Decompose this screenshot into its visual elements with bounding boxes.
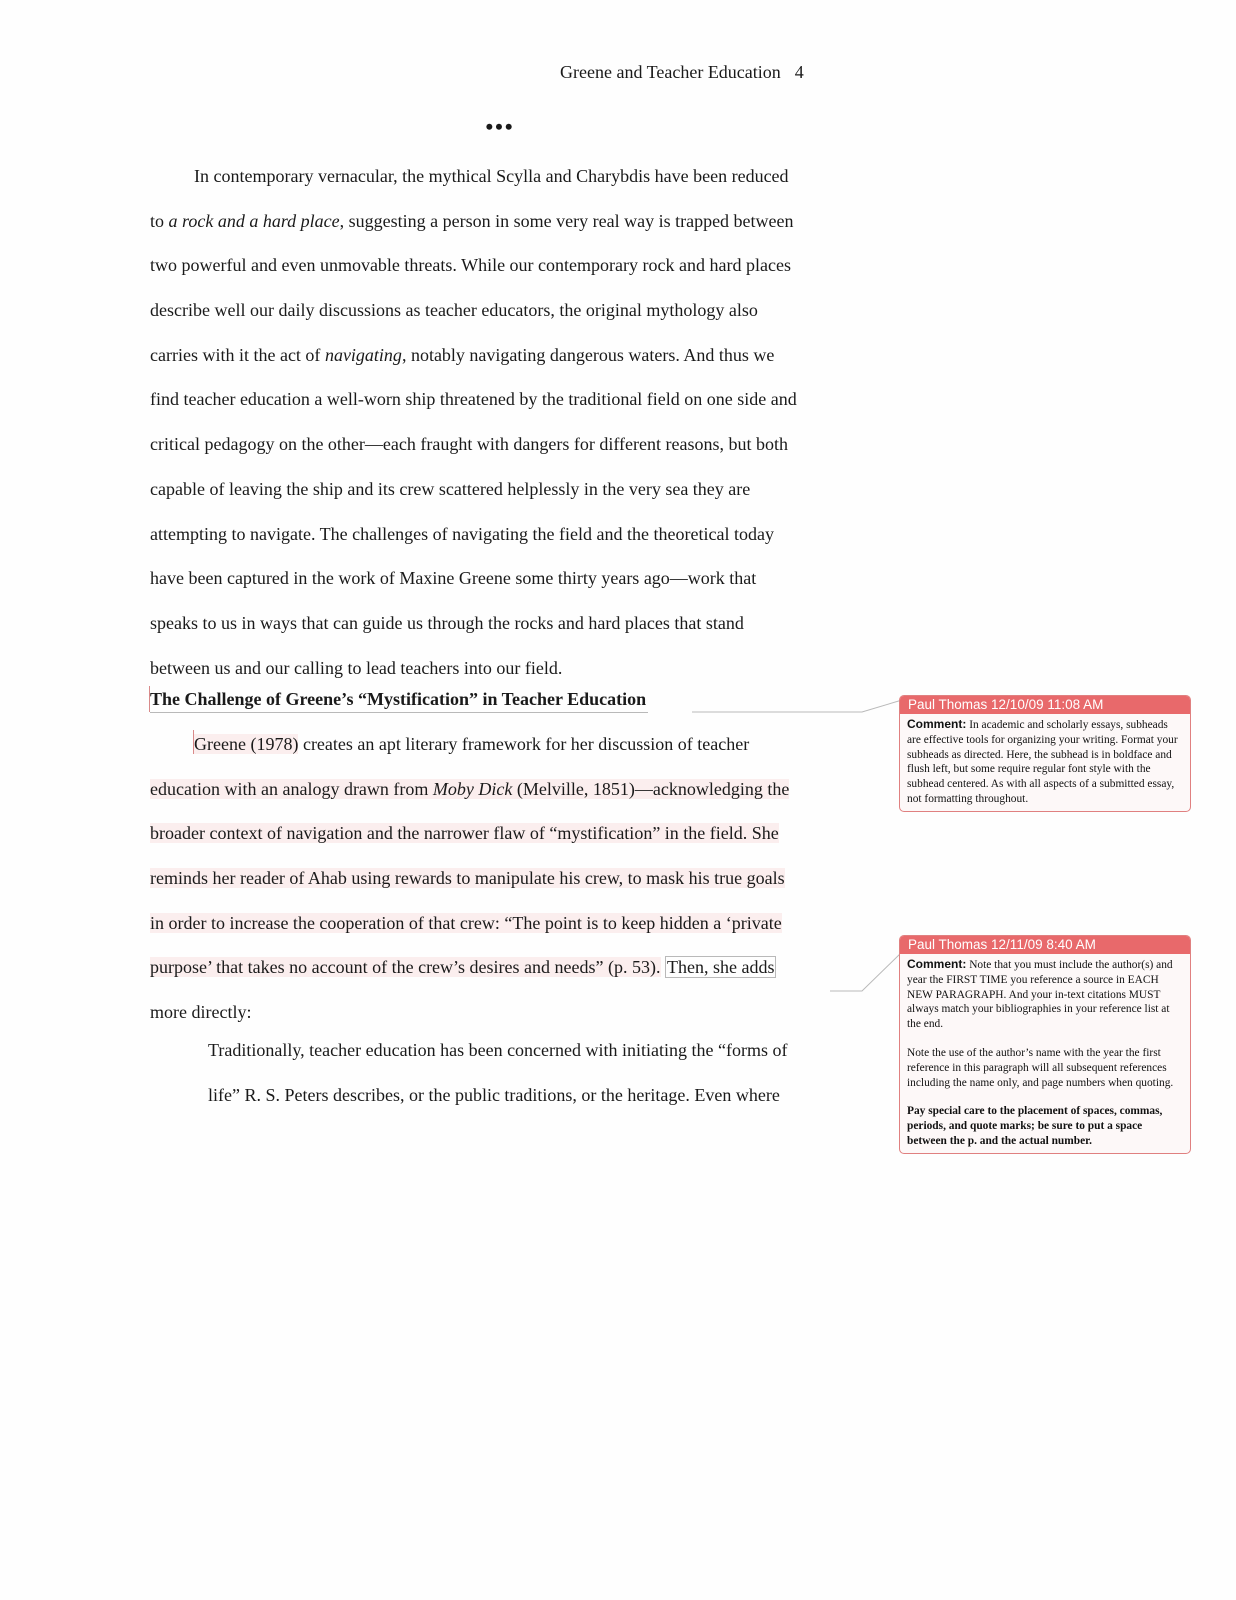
page-number: 4 bbox=[794, 62, 804, 82]
comment-balloon-subhead[interactable] bbox=[899, 695, 1191, 812]
running-head-title: Greene and Teacher Education bbox=[560, 62, 781, 82]
text-line: to a rock and a hard place, suggesting a person in some very real way is trapped between bbox=[150, 210, 794, 231]
text-line: in order to increase the cooperation of that crew: “The point is to keep hidden a ‘private bbox=[150, 912, 782, 933]
text-line: have been captured in the work of Maxine Greene some thirty years ago—work that bbox=[150, 568, 757, 589]
text-line: broader context of navigation and the narrower flaw of “mystification” in the field. She bbox=[150, 823, 779, 844]
italic-word: navigating bbox=[324, 344, 402, 365]
comment-balloon-citation[interactable] bbox=[899, 935, 1191, 1154]
text-line: Greene (1978) creates an apt literary framework for her discussion of teacher bbox=[194, 734, 750, 754]
text-line: carries with it the act of navigating, notably navigating dangerous waters. And thus we bbox=[150, 344, 775, 365]
comment-paragraph: Note the use of the author’s name with the year the first reference in this paragraph will all subsequent references including the name only, and page numbers when quoting. bbox=[907, 1046, 1174, 1089]
quote-line: life” R. S. Peters describes, or the public traditions, or the heritage. Even where bbox=[208, 1084, 780, 1105]
quote-line: Traditionally, teacher education has been concerned with initiating the “forms of bbox=[208, 1040, 788, 1060]
text-line: more directly: bbox=[150, 1002, 252, 1023]
paragraph-scylla bbox=[150, 154, 850, 690]
text-line: education with an analogy drawn from Moby Dick (Melville, 1851)—acknowledging the bbox=[150, 778, 790, 799]
commented-text-then[interactable]: Then, she adds bbox=[667, 957, 775, 978]
text-line: capable of leaving the ship and its crew scattered helplessly in the very sea they are bbox=[150, 478, 751, 499]
comment-author-date: Paul Thomas 12/11/09 8:40 AM bbox=[900, 936, 1190, 954]
italic-phrase: a rock and a hard place bbox=[168, 210, 340, 231]
citation-greene-1978[interactable]: Greene (1978) bbox=[194, 734, 299, 754]
block-quote bbox=[208, 1028, 848, 1117]
section-break-dots: ••• bbox=[485, 114, 515, 139]
comment-author-date: Paul Thomas 12/10/09 11:08 AM bbox=[900, 696, 1190, 714]
text-line: find teacher education a well-worn ship threatened by the traditional field on one side and bbox=[150, 389, 797, 410]
text-line: between us and our calling to lead teachers into our field. bbox=[150, 657, 563, 678]
section-subhead[interactable]: The Challenge of Greene’s “Mystification” in Teacher Education bbox=[150, 686, 648, 713]
running-head bbox=[560, 58, 860, 86]
text-line: attempting to navigate. The challenges of navigating the field and the theoretical today bbox=[150, 523, 774, 544]
comment-label: Comment: bbox=[907, 957, 967, 971]
text-line: In contemporary vernacular, the mythical Scylla and Charybdis have been reduced bbox=[194, 166, 789, 186]
comment-body: Comment: Note that you must include the author(s) and year the FIRST TIME you reference a source in EACH NEW PARAGRAPH. And your in-text citations MUST always match your bibliographies in your reference list at the end. Note the use of the author’s name with the year the first reference in this paragraph will all subsequent references including the name only, and page numbers when quoting. Pay special care to the placement of spaces, commas, periods, and quote marks; be sure to put a space between the p. and the actual number. bbox=[900, 954, 1190, 1153]
comment-label: Comment: bbox=[907, 717, 967, 731]
comment-body: Comment: In academic and scholarly essays, subheads are effective tools for organizing your writing. Format your subheads as directed. Here, the subhead is in boldface and flush left, but some require regular font style with the subhead centered. As with all aspects of a submitted essay, not formatting throughout. bbox=[907, 717, 1178, 805]
text-line: purpose’ that takes no account of the crew’s desires and needs” (p. 53). Then, she adds bbox=[150, 957, 775, 978]
text-line: two powerful and even unmovable threats. While our contemporary rock and hard places bbox=[150, 255, 791, 276]
comment-paragraph-bold: Pay special care to the placement of spaces, commas, periods, and quote marks; be sure to put a space between the p. and the actual number. bbox=[907, 1105, 1163, 1147]
paragraph-greene bbox=[150, 722, 850, 1035]
text-line: critical pedagogy on the other—each fraught with dangers for different reasons, but both bbox=[150, 434, 788, 455]
book-title: Moby Dick bbox=[432, 778, 513, 799]
text-line: speaks to us in ways that can guide us through the rocks and hard places that stand bbox=[150, 612, 744, 633]
text-line: reminds her reader of Ahab using rewards to manipulate his crew, to mask his true goals bbox=[150, 868, 785, 889]
text-line: describe well our daily discussions as teacher educators, the original mythology also bbox=[150, 300, 758, 321]
